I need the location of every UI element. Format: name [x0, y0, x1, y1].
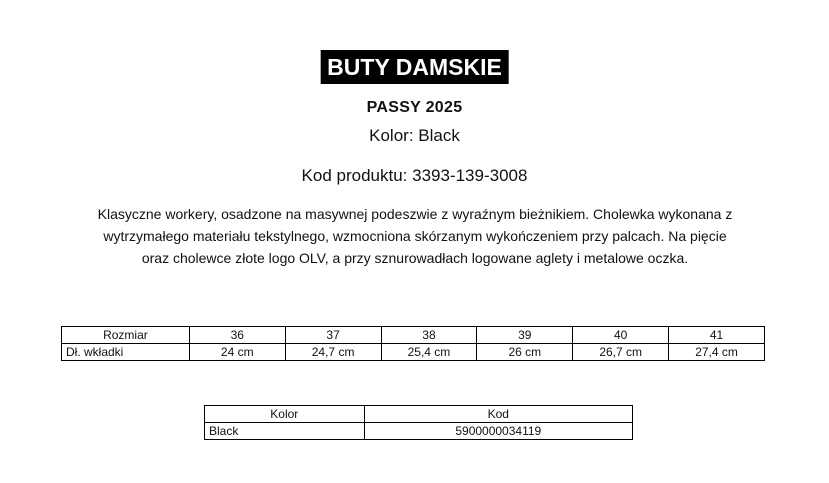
insole-length-cell: 26 cm: [477, 344, 573, 361]
insole-length-cell: 26,7 cm: [573, 344, 669, 361]
ean-table: [204, 405, 633, 440]
size-header-row: [62, 327, 765, 344]
description-line: oraz cholewce złote logo OLV, a przy sznurowadłach logowane aglety i metalowe oczka.: [141, 250, 689, 266]
insole-length-cell: 27,4 cm: [669, 344, 765, 361]
insole-length-cell: 24,7 cm: [285, 344, 381, 361]
product-color: Kolor: Black: [369, 126, 460, 145]
insole-row: [62, 344, 765, 361]
color-cell: Black: [205, 423, 365, 440]
product-code: Kod produktu: 3393-139-3008: [301, 166, 528, 185]
insole-length-cell: 24 cm: [189, 344, 285, 361]
product-name: PASSY 2025: [366, 99, 463, 116]
product-description: [50, 203, 780, 269]
description-line: Klasyczne workery, osadzone na masywnej podeszwie z wyraźnym bieżnikiem. Cholewka wykonana z: [97, 206, 733, 222]
table-row: [205, 423, 633, 440]
ean-code-cell: 5900000034119: [364, 423, 632, 440]
insole-length-cell: 25,4 cm: [381, 344, 477, 361]
size-cell: 41: [669, 327, 765, 344]
size-cell: 39: [477, 327, 573, 344]
color-column-header: Kolor: [205, 406, 365, 423]
size-cell: 40: [573, 327, 669, 344]
insole-row-label: Dł. wkładki: [62, 344, 190, 361]
size-cell: 36: [189, 327, 285, 344]
size-cell: 37: [285, 327, 381, 344]
description-line: wytrzymałego materiału tekstylnego, wzmocniona skórzanym wykończeniem przy palcach. Na pięcie: [103, 228, 727, 244]
code-column-header: Kod: [364, 406, 632, 423]
size-header-label: Rozmiar: [62, 327, 190, 344]
size-cell: 38: [381, 327, 477, 344]
category-banner: BUTY DAMSKIE: [320, 50, 509, 84]
size-table: [61, 326, 765, 361]
ean-header-row: [205, 406, 633, 423]
